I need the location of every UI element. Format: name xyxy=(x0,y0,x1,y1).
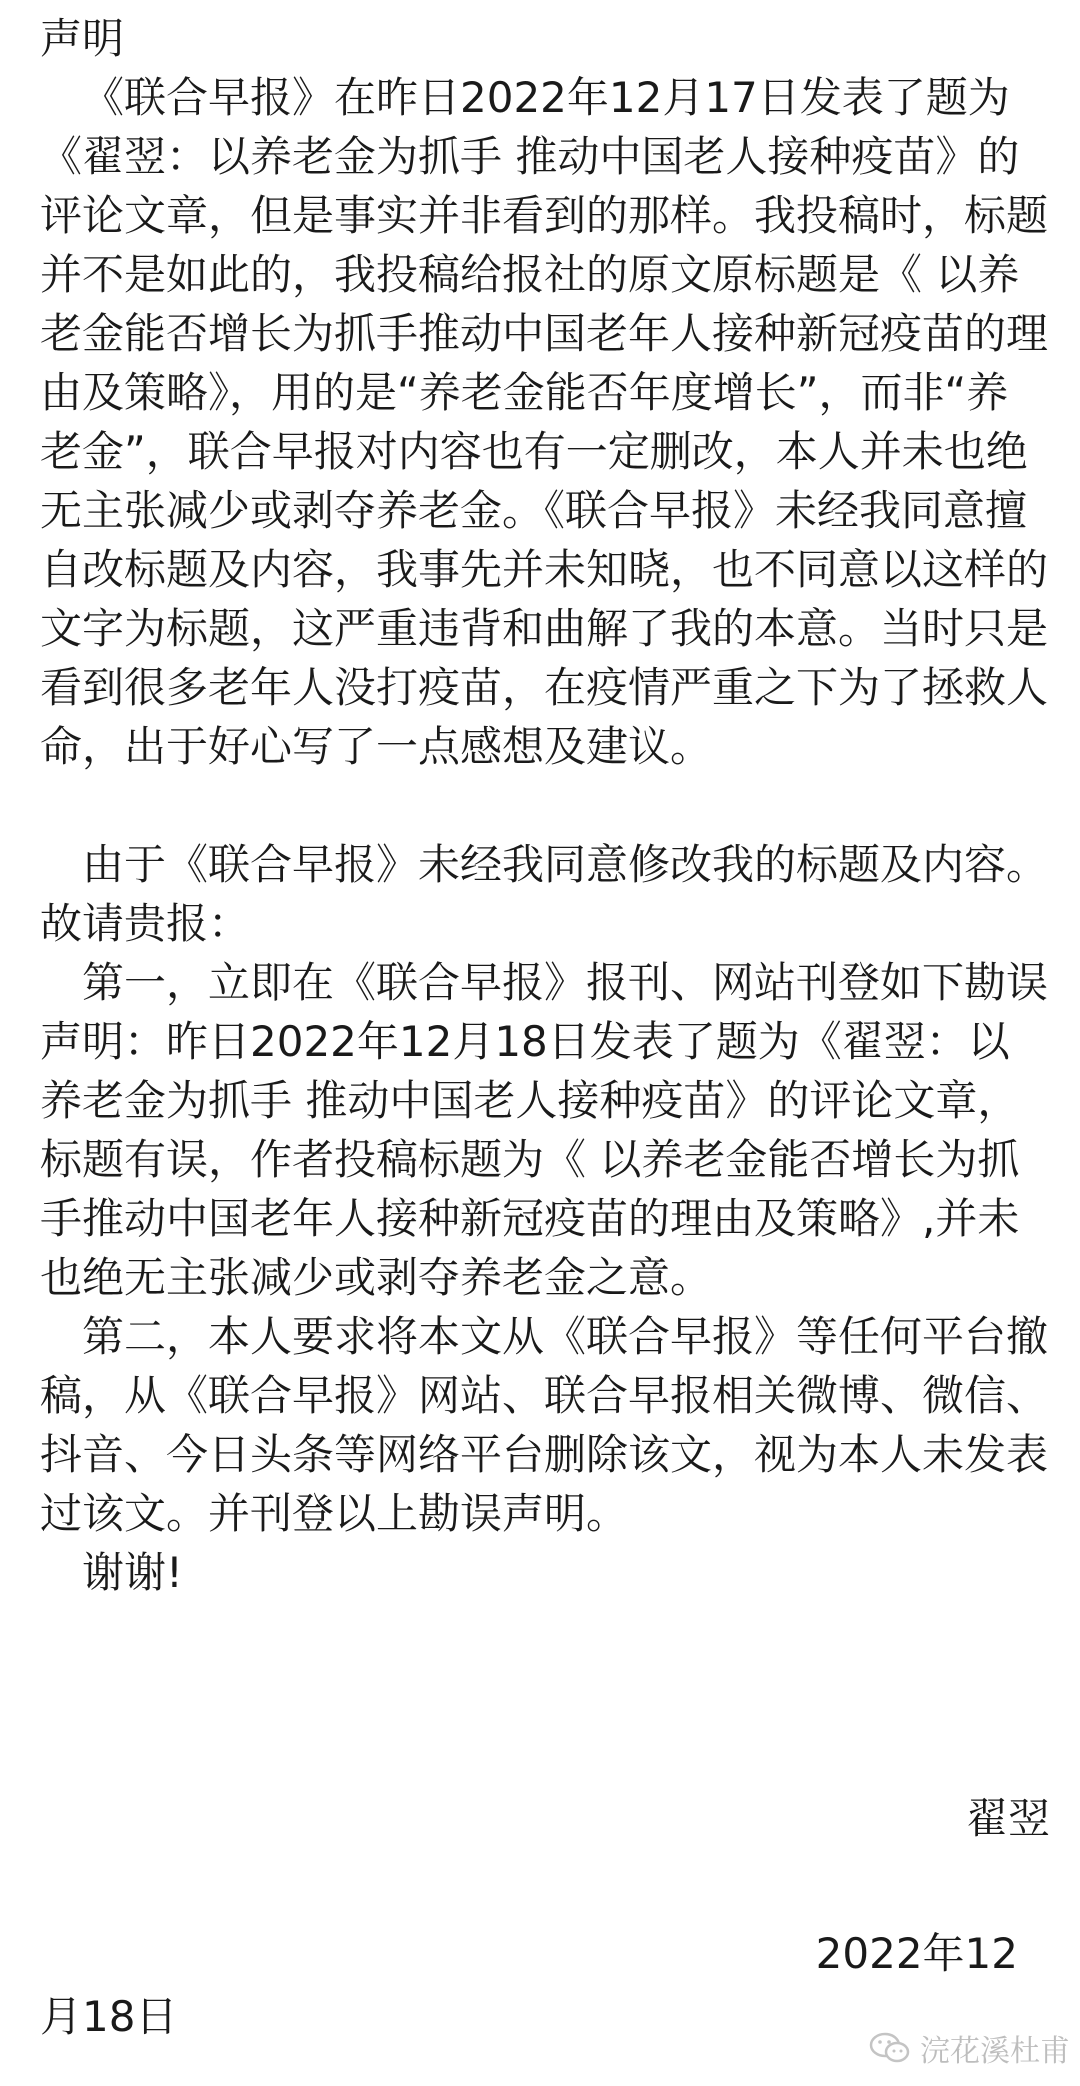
watermark-text: 浣花溪杜甫 xyxy=(920,2034,1070,2069)
paragraph-1: 《联合早报》在昨日2022年12月17日发表了题为《翟翌：以养老金为抓手 推动中国老人接种疫苗》的评论文章，但是事实并非看到的那样。我投稿时，标题并不是如此的，我投稿给报社的原文原标题是《 以养老金能否增长为抓手推动中国老年人接种新冠疫苗的理由及策略》，用的是“养老金能否年度增长”，而非“养老金”，联合早报对内容也有一定删改，本人并未也绝无主张减少或剥夺养老金。《联合早报》未经我同意擅自改标题及内容，我事先并未知晓，也不同意以这样的文字为标题，这严重违背和曲解了我的本意。当时只是看到很多老年人没打疫苗，在疫情严重之下为了拯救人命，出于好心写了一点感想及建议。 xyxy=(40,73,1049,771)
paragraph-2: 由于《联合早报》未经我同意修改我的标题及内容。故请贵报： xyxy=(40,840,1049,948)
document-title: 声明 xyxy=(40,14,125,63)
signature: 翟翌 xyxy=(965,1794,1050,1843)
paragraph-4: 第二，本人要求将本文从《联合早报》等任何平台撤稿，从《联合早报》网站、联合早报相关微博、微信、抖音、今日头条等网络平台删除该文，视为本人未发表过该文。并刊登以上勘误声明。 xyxy=(40,1312,1049,1538)
date-line-2: 月18日 xyxy=(40,1992,178,2041)
paragraph-3: 第一，立即在《联合早报》报刊、网站刊登如下勘误声明：昨日2022年12月18日发表了题为《翟翌：以养老金为抓手 推动中国老人接种疫苗》的评论文章，标题有误，作者投稿标题为《 以养老金能否增长为抓手推动中国老年人接种新冠疫苗的理由及策略》,并未也绝无主张减少或剥夺养老金之意。 xyxy=(40,958,1049,1302)
date-line-1: 2022年12 xyxy=(815,1929,1018,1978)
wechat-icon xyxy=(868,2030,912,2066)
watermark xyxy=(868,2026,1070,2070)
paragraph-5: 谢谢! xyxy=(82,1548,183,1597)
paragraph-gap xyxy=(40,776,1050,835)
statement-document xyxy=(40,10,1050,1602)
